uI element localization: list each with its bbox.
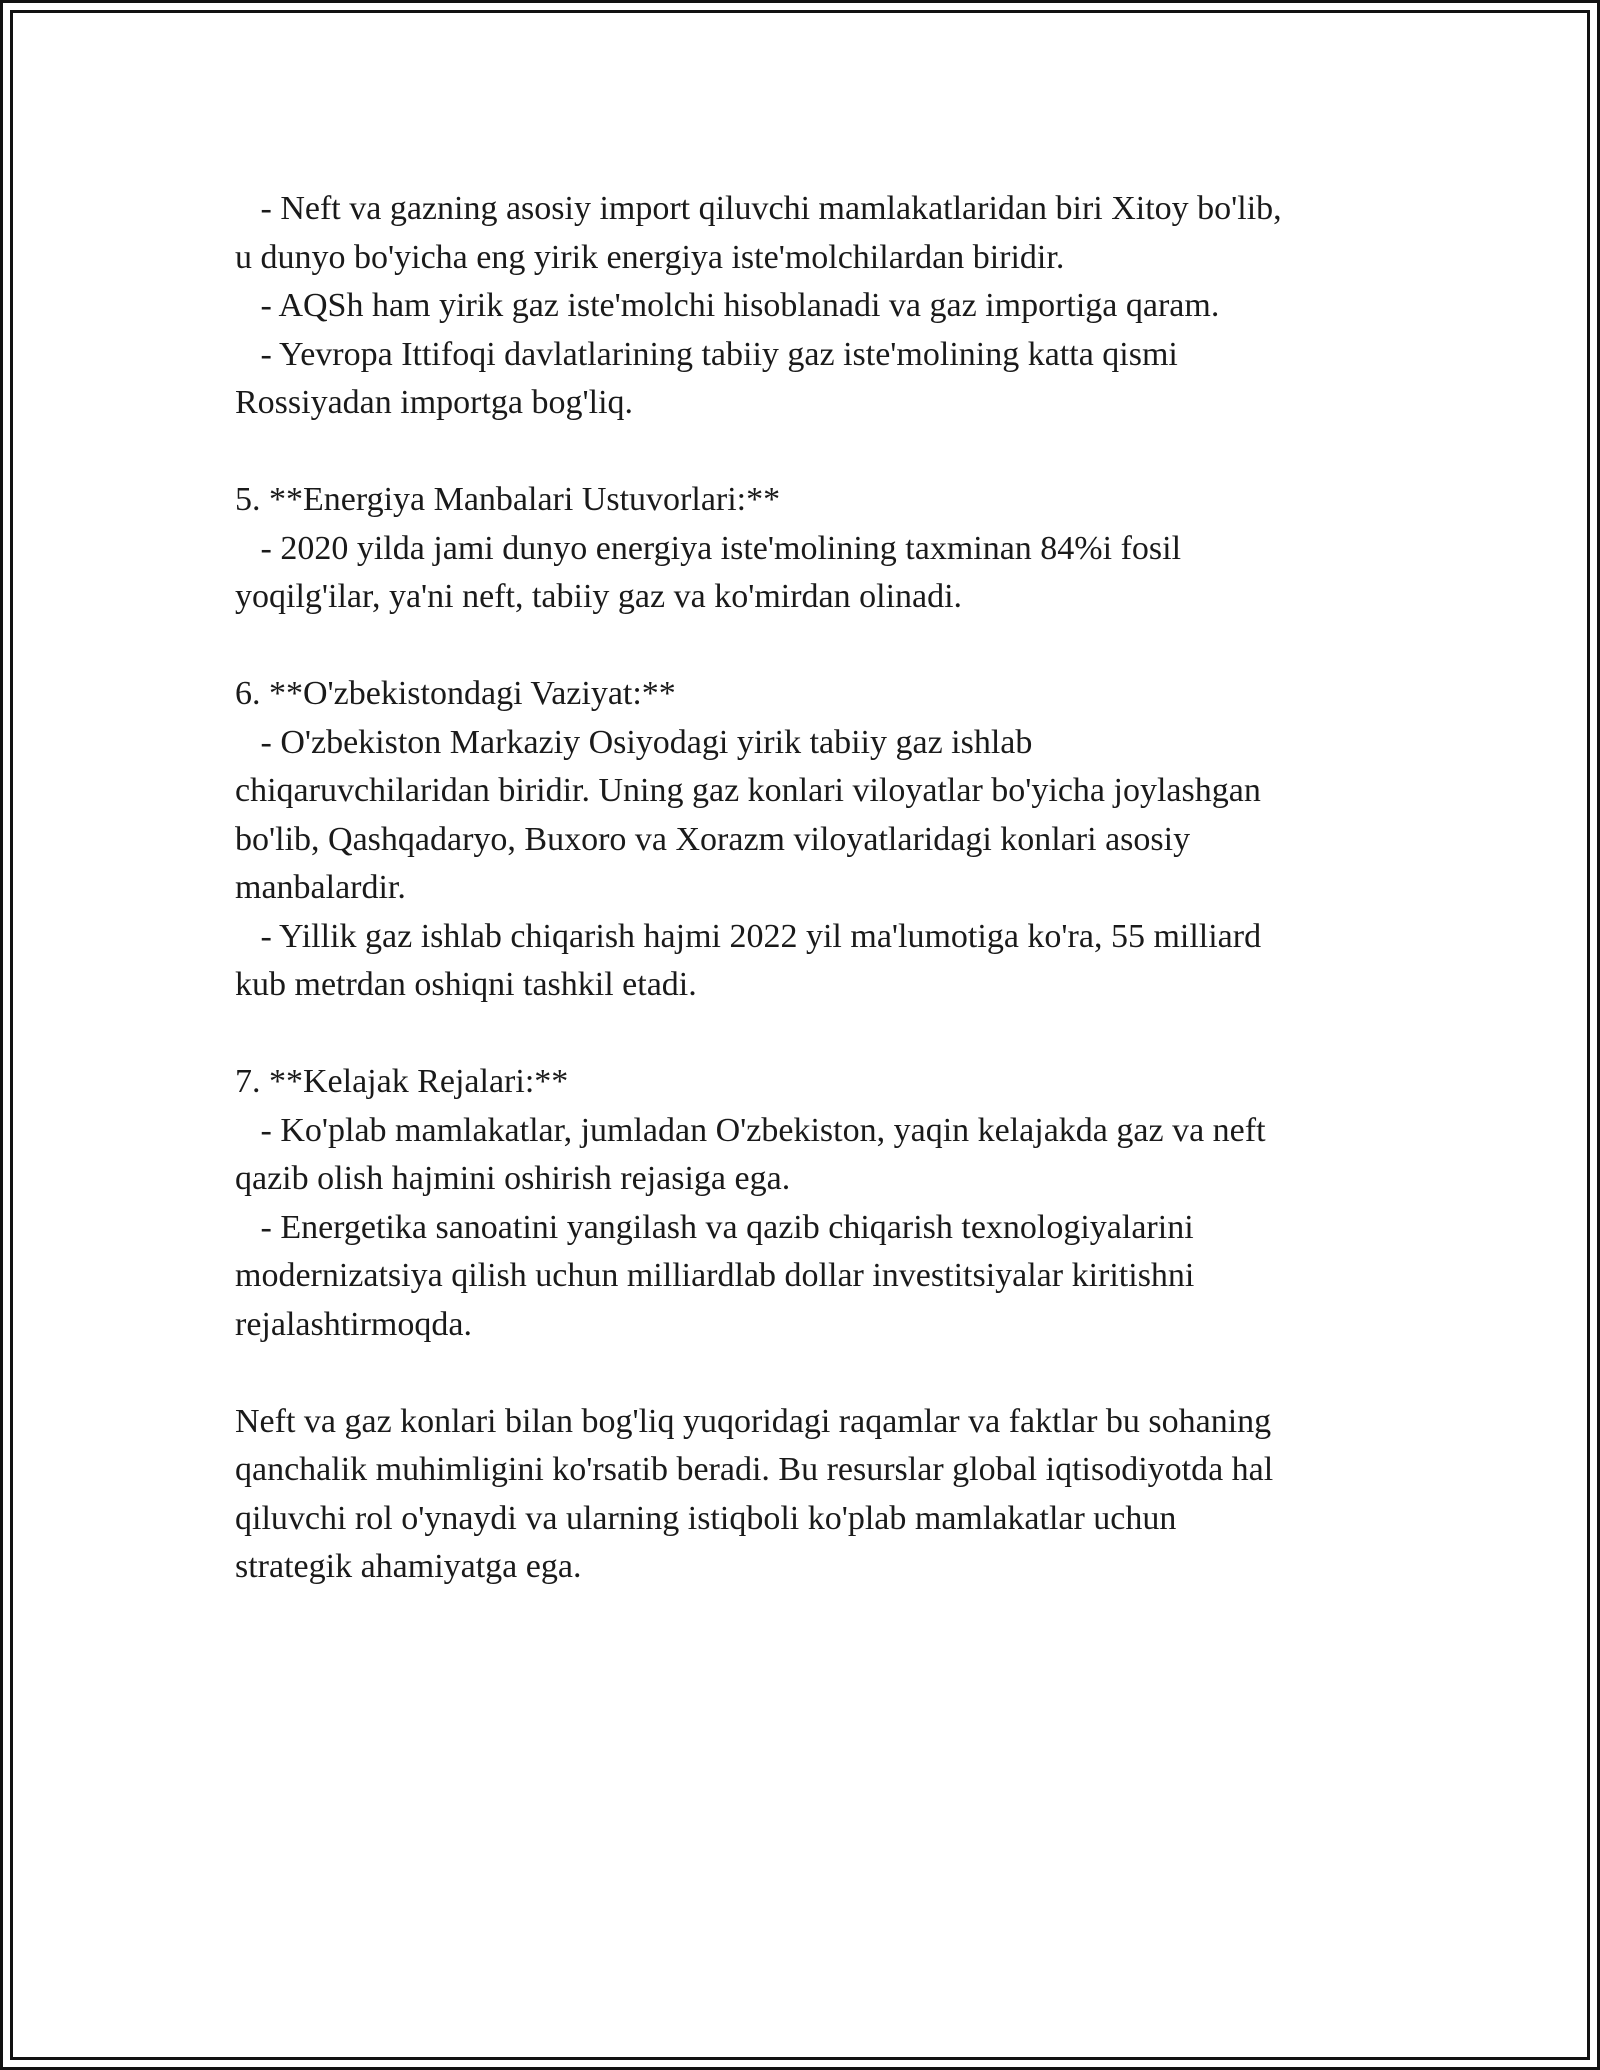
document-body — [235, 185, 1385, 1592]
bullet-item — [235, 913, 1385, 1010]
section-5 — [235, 476, 1385, 622]
text-line: - AQSh ham yirik gaz iste'molchi hisoblanadi va gaz importiga qaram. — [235, 287, 1220, 324]
text-line: Rossiyadan importga bog'liq. — [235, 384, 634, 421]
text-line: manbalardir. — [235, 869, 406, 906]
text-line: strategik ahamiyatga ega. — [235, 1548, 582, 1585]
paragraph-gap — [235, 1349, 1385, 1398]
bullet-item — [235, 331, 1385, 428]
text-line: rejalashtirmoqda. — [235, 1305, 472, 1343]
bullet-item — [235, 282, 1385, 331]
text-line: Neft va gaz konlari bilan bog'liq yuqoridagi raqamlar va faktlar bu sohaning — [235, 1402, 1272, 1440]
bullet-item — [235, 1204, 1385, 1350]
conclusion-paragraph — [235, 1398, 1385, 1592]
text-line: u dunyo bo'yicha eng yirik energiya iste'molchilardan biridir. — [235, 238, 1065, 276]
bullet-item — [235, 185, 1385, 282]
text-line: - Yillik gaz ishlab chiqarish hajmi 2022 yil ma'lumotiga ko'ra, 55 milliard — [235, 917, 1262, 955]
text-line: - Yevropa Ittifoqi davlatlarining tabiiy gaz iste'molining katta qismi — [235, 335, 1178, 373]
text-line: modernizatsiya qilish uchun milliardlab dollar investitsiyalar kiritishni — [235, 1257, 1195, 1294]
text-line: - Energetika sanoatini yangilash va qazib chiqarish texnologiyalarini — [235, 1208, 1194, 1246]
intro-bullet-list — [235, 185, 1385, 428]
section-heading: 7. **Kelajak Rejalari:** — [235, 1063, 569, 1100]
text-line: qazib olish hajmini oshirish rejasiga ega. — [235, 1160, 791, 1197]
text-line: - 2020 yilda jami dunyo energiya iste'molining taxminan 84%i fosil — [235, 529, 1182, 567]
paragraph-gap — [235, 428, 1385, 477]
text-line: - Ko'plab mamlakatlar, jumladan O'zbekiston, yaqin kelajakda gaz va neft — [235, 1111, 1266, 1149]
bullet-item — [235, 719, 1385, 913]
text-line: kub metrdan oshiqni tashkil etadi. — [235, 966, 697, 1003]
text-line: qiluvchi rol o'ynaydi va ularning istiqboli ko'plab mamlakatlar uchun — [235, 1499, 1177, 1537]
text-line: yoqilg'ilar, ya'ni neft, tabiiy gaz va ko'mirdan olinadi. — [235, 578, 963, 615]
text-line: - Neft va gazning asosiy import qiluvchi mamlakatlaridan biri Xitoy bo'lib, — [235, 190, 1282, 227]
paragraph-gap — [235, 622, 1385, 671]
text-line: - O'zbekiston Markaziy Osiyodagi yirik tabiiy gaz ishlab — [235, 723, 1033, 761]
paragraph-gap — [235, 1010, 1385, 1059]
section-heading: 5. **Energiya Manbalari Ustuvorlari:** — [235, 481, 781, 518]
text-line: chiqaruvchilaridan biridir. Uning gaz konlari viloyatlar bo'yicha joylashgan — [235, 772, 1261, 809]
section-6 — [235, 670, 1385, 1010]
text-line: bo'lib, Qashqadaryo, Buxoro va Xorazm viloyatlaridagi konlari asosiy — [235, 820, 1191, 858]
section-7 — [235, 1058, 1385, 1349]
bullet-item — [235, 1107, 1385, 1204]
text-line: qanchalik muhimligini ko'rsatib beradi. Bu resurslar global iqtisodiyotda hal — [235, 1451, 1274, 1488]
section-heading: 6. **O'zbekistondagi Vaziyat:** — [235, 675, 676, 712]
bullet-item — [235, 525, 1385, 622]
